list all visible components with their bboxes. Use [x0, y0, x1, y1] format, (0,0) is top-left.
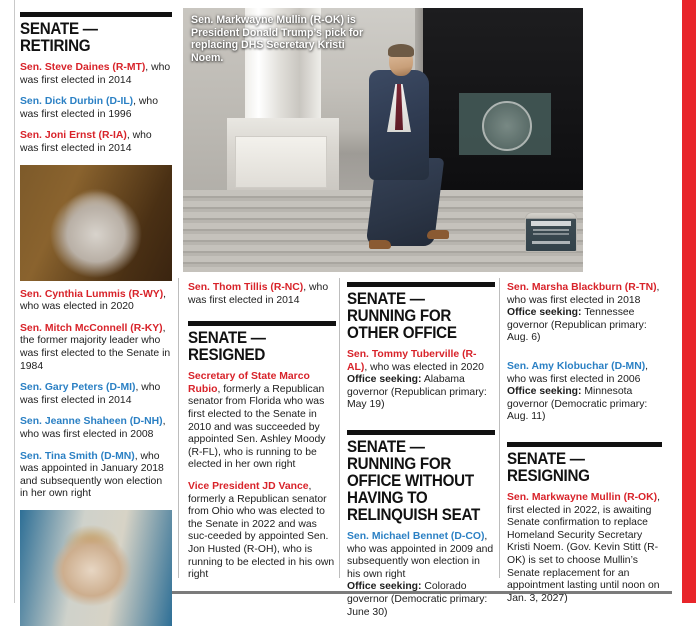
divider-col3-col4 — [499, 278, 500, 578]
entry-text: , who was first elected in 2006 — [507, 360, 649, 385]
entry-name: Sen. Amy Klobuchar (D-MN) — [507, 360, 646, 372]
office-seeking-value: Colorado governor (Democratic primary: June 30) — [347, 581, 488, 618]
entry-name: Sen. Joni Ernst (R-IA) — [20, 130, 127, 142]
entry-text: , first elected in 2022, is awaiting Senate confirmation to replace Homeland Security Secretary Kristi Noem. (Gov. Kevin Stitt (R-OK) is set to choose Mullin’s Senate replacement for an appointment lasting until noon on Jan. 3, 2027) — [507, 491, 660, 604]
entry-name: Sen. Tommy Tuberville (R-AL) — [347, 349, 477, 373]
entry-name: Sen. Steve Daines (R-MT) — [20, 62, 146, 73]
entry-text: , who was first elected in 2014 — [20, 62, 171, 86]
office-seeking-label: Office seeking: — [507, 386, 582, 398]
figure-hair — [388, 44, 414, 57]
portrait-tina-smith — [20, 510, 172, 626]
entry-smith — [20, 451, 172, 501]
column-running — [347, 282, 495, 619]
entry-text: , who was first elected in 2014 — [188, 282, 329, 306]
office-seeking-value: Alabama governor (Republican primary: May 19) — [347, 374, 487, 411]
office-seeking-value: Tennessee governor (Republican primary: Aug. 6) — [507, 307, 647, 344]
entry-vance — [188, 481, 336, 582]
section-rule-without-relinquish — [347, 430, 495, 435]
section-heading-without-relinquish: SENATE — RUNNING FOR OFFICE WITHOUT HAVING TO RELINQUISH SEAT — [347, 437, 481, 524]
entry-name: Sen. Michael Bennet (D-CO) — [347, 530, 485, 542]
column-resigned — [188, 282, 336, 582]
section-heading-resigning: SENATE — RESIGNING — [507, 449, 590, 485]
figure-shoe-right — [427, 230, 449, 239]
column-plinth-inner — [235, 136, 327, 188]
entry-name: Sen. Dick Durbin (D-IL) — [20, 96, 134, 108]
entry-name: Sen. Tina Smith (D-MN) — [20, 450, 135, 462]
entry-text: , who was first elected in 2018 — [507, 282, 660, 306]
entry-text: , formerly a Republican senator from Florida who was first elected to the Senate in 2010 and was succeeded by appointed Sen. Ashley Moody (R-FL), who is running to be elected in her own right — [188, 383, 326, 471]
entry-tuberville — [347, 349, 495, 412]
hero-photo-mullin-capitol — [183, 8, 583, 272]
entry-shaheen — [20, 416, 172, 441]
entry-name: Sen. Thom Tillis (R-NC) — [188, 282, 304, 293]
us-capitol-sign — [525, 212, 577, 252]
entry-name: Sen. Marsha Blackburn (R-TN) — [507, 282, 657, 293]
section-heading-retiring: SENATE — RETIRING — [20, 20, 98, 55]
entry-durbin — [20, 96, 172, 121]
figure-shoe-left — [369, 240, 391, 249]
entry-ernst — [20, 130, 172, 155]
entry-text: , who was first elected in 2014 — [20, 130, 152, 154]
section-heading-running-other-office: SENATE — RUNNING FOR OTHER OFFICE — [347, 290, 457, 342]
entry-tillis — [188, 282, 336, 307]
entry-text: , who was first elected in 2014 — [20, 382, 161, 406]
column-resigning — [507, 282, 662, 605]
entry-name: Sen. Markwayne Mullin (R-OK) — [507, 491, 658, 503]
column-retiring — [20, 12, 172, 634]
entry-klobuchar — [507, 361, 662, 424]
office-seeking-label: Office seeking: — [347, 374, 422, 386]
section-heading-resigned: SENATE — RESIGNED — [188, 329, 266, 365]
entry-bennet — [347, 531, 495, 619]
entry-text: , who was appointed in 2009 and subsequently won election in his own right — [347, 530, 494, 580]
divider-col1-col2 — [178, 278, 179, 578]
entry-name: Sen. Gary Peters (D-MI) — [20, 382, 136, 394]
entry-mcconnell — [20, 323, 172, 373]
entry-peters — [20, 382, 172, 407]
entry-name: Sen. Jeanne Shaheen (D-NH) — [20, 416, 163, 428]
section-rule-running-other-office — [347, 282, 495, 287]
entry-text: , who was elected in 2020 — [364, 361, 484, 373]
entry-text: , who was appointed in January 2018 and subsequently won election in her own right — [20, 450, 164, 500]
entry-name: Secretary of State Marco Rubio — [188, 371, 310, 395]
office-seeking-value: Minnesota governor (Democratic primary: Aug. 11) — [507, 386, 648, 423]
senate-seal-icon — [459, 93, 551, 155]
entry-mullin — [507, 492, 662, 605]
section-rule-resigned — [188, 321, 336, 326]
section-rule-retiring — [20, 12, 172, 17]
entry-name: Sen. Mitch McConnell (R-KY) — [20, 322, 163, 334]
office-seeking-label: Office seeking: — [347, 581, 422, 593]
portrait-joni-ernst — [20, 165, 172, 281]
entry-text: , who was first elected in 2008 — [20, 416, 166, 440]
left-divider-rule — [14, 0, 15, 603]
entry-blackburn — [507, 282, 662, 345]
entry-rubio — [188, 371, 336, 472]
office-seeking-label: Office seeking: — [507, 307, 582, 319]
entry-text: , who was first elected in 1996 — [20, 96, 158, 120]
entry-daines — [20, 62, 172, 87]
entry-text: , who was elected in 2020 — [20, 288, 167, 313]
entry-lummis — [20, 289, 172, 314]
entry-name: Sen. Cynthia Lummis (R-WY) — [20, 288, 164, 300]
divider-col2-col3 — [339, 278, 340, 578]
section-rule-resigning — [507, 442, 662, 447]
right-red-stripe — [682, 0, 696, 603]
entry-name: Vice President JD Vance — [188, 480, 309, 492]
entry-text: , the former majority leader who was first elected to the Senate in 1984 — [20, 322, 171, 372]
entry-text: , formerly a Republican senator from Ohio who was elected to the Senate in 2022 and was suc-ceeded by appointed Sen. Jon Husted (R-OH), who is running to be elected in his own right — [188, 480, 335, 581]
hero-caption: Sen. Markwayne Mullin (R-OK) is President Donald Trump’s pick for replacing DHS Secretary Kristi Noem. — [191, 14, 364, 64]
